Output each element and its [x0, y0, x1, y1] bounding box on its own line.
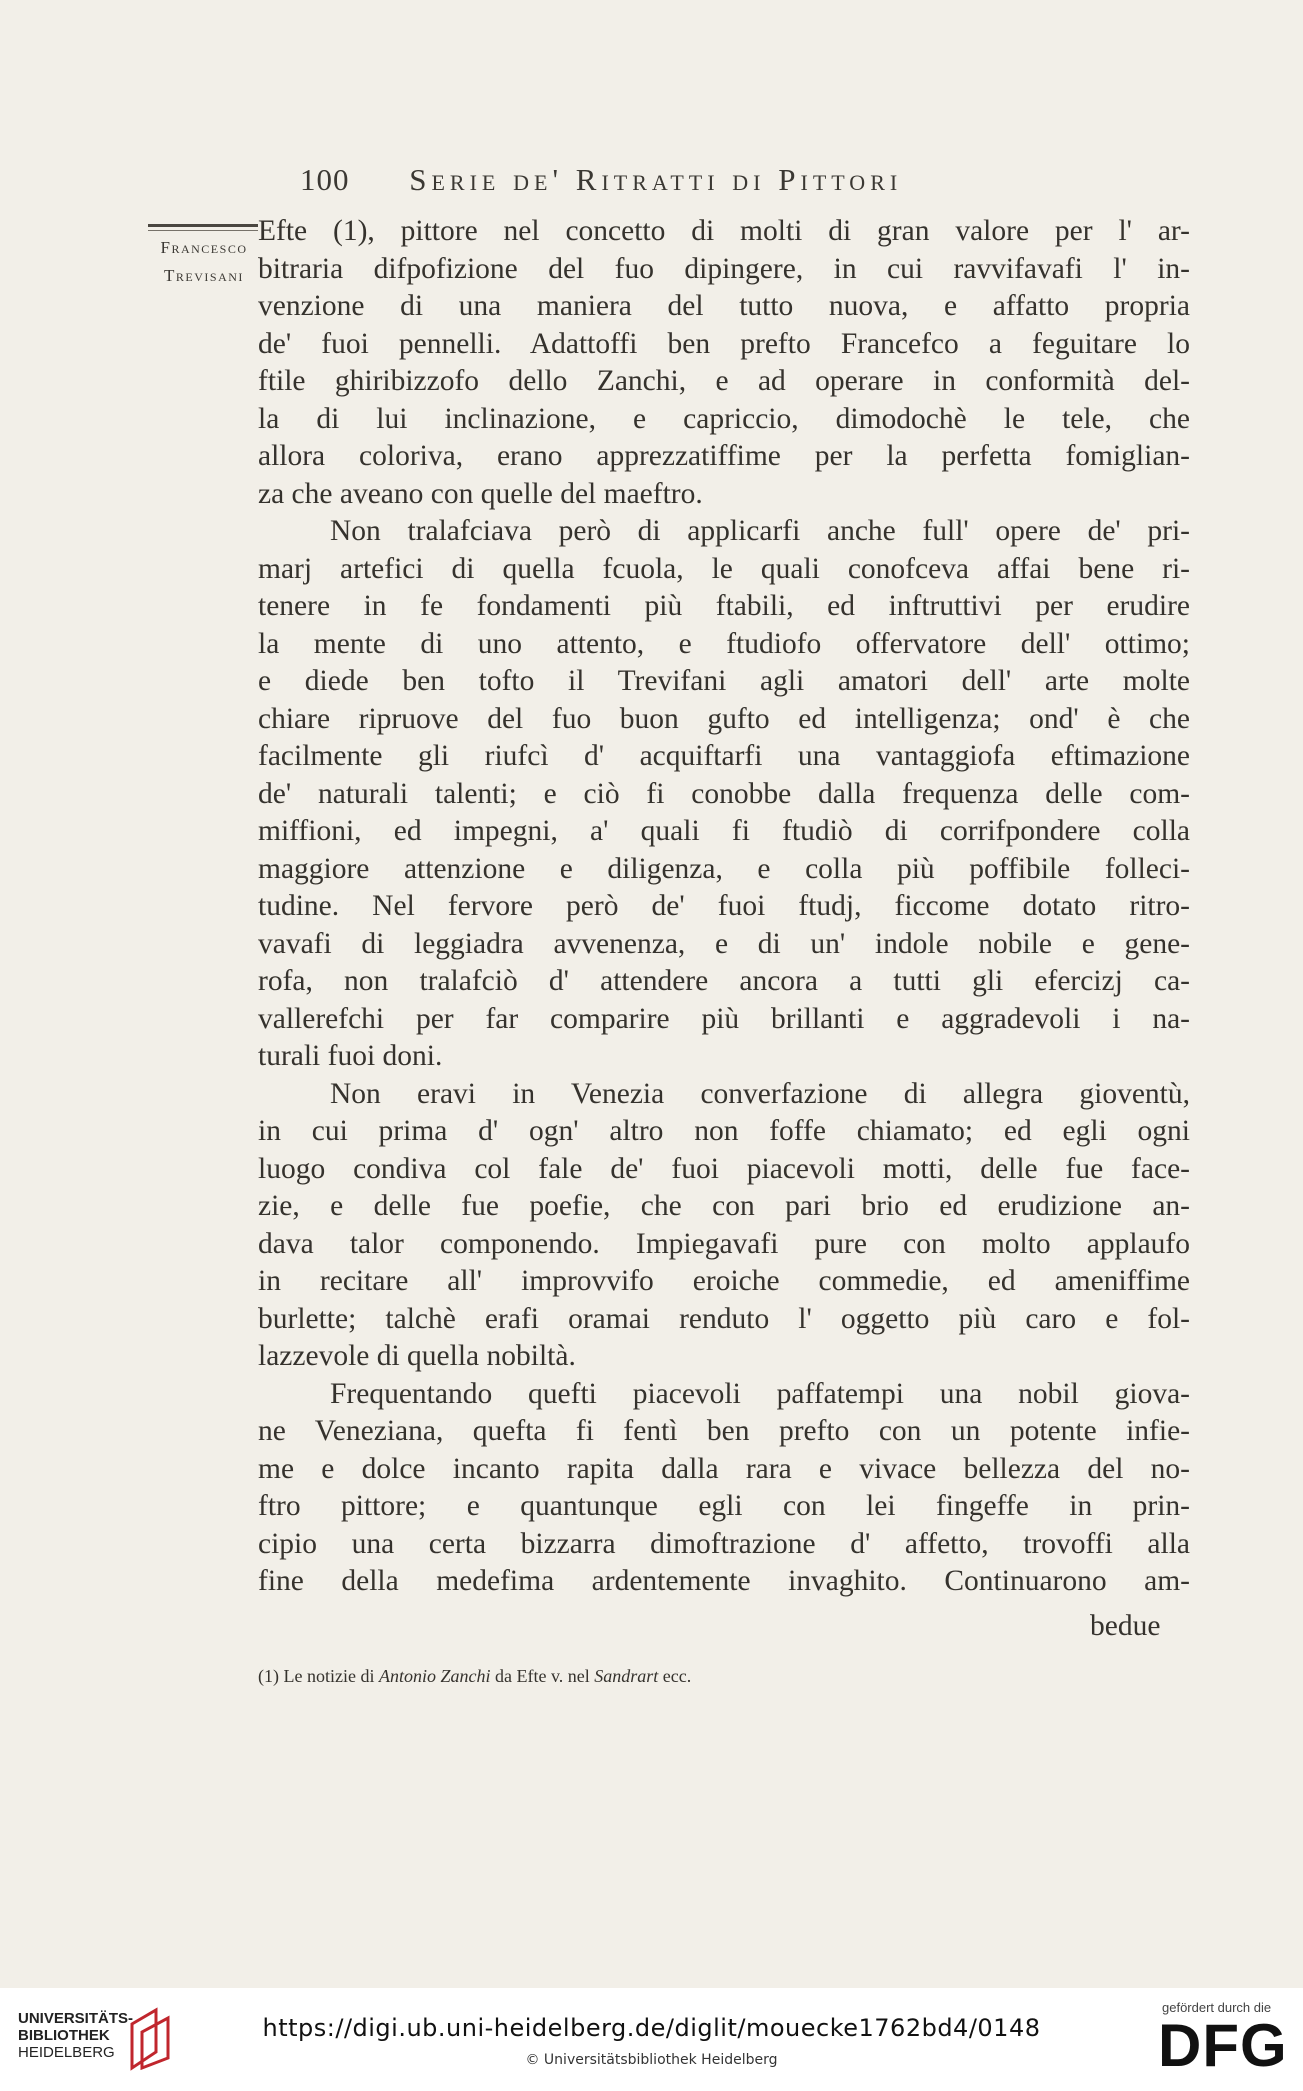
text-line: lazzevole di quella nobiltà. — [258, 1340, 576, 1372]
text-line: ftile ghiribizzofo dello Zanchi, e ad operare in conformità del- — [258, 365, 1190, 397]
footnote-text-a: Le notizie di — [283, 1666, 375, 1686]
body-text — [258, 213, 1190, 1601]
text-line: miffioni, ed impegni, a' quali fi ftudiò di corrifpondere colla — [258, 815, 1190, 847]
text-line: facilmente gli riufcì d' acquiftarfi una vantaggiofa eftimazione — [258, 740, 1190, 772]
text-line: de' fuoi pennelli. Adattoffi ben prefto Francefco a feguitare lo — [258, 327, 1190, 360]
running-header — [300, 162, 902, 198]
library-name-line3: HEIDELBERG — [18, 2044, 115, 2061]
text-line: ftro pittore; e quantunque egli con lei fingeffe in prin- — [258, 1490, 1190, 1522]
text-line: Non tralafciava però di applicarfi anche full' opere de' pri- — [330, 515, 1190, 547]
text-line: me e dolce incanto rapita dalla rara e vivace bellezza del no- — [258, 1452, 1190, 1485]
margin-note-line1: Francesco — [160, 238, 248, 257]
running-title: Serie de' Ritratti di Pittori — [409, 162, 903, 197]
text-line: venzione di una maniera del tutto nuova, e affatto propria — [258, 290, 1190, 322]
permalink-url[interactable]: https://digi.ub.uni-heidelberg.de/diglit/mouecke1762bd4/0148 — [262, 2014, 1041, 2042]
text-line: fine della medefima ardentemente invaghito. Continuarono am- — [258, 1565, 1190, 1597]
text-line: vallerefchi per far comparire più brillanti e aggradevoli i na- — [258, 1002, 1190, 1035]
text-line: burlette; talchè erafi oramai renduto l' oggetto più caro e fol- — [258, 1302, 1190, 1335]
text-line: vavafi di leggiadra avvenenza, e di un' indole nobile e gene- — [258, 927, 1190, 960]
footnote-italic-b: Sandrart — [594, 1666, 659, 1686]
text-line: turali fuoi doni. — [258, 1040, 443, 1072]
footnote — [258, 1666, 691, 1687]
text-line: za che aveano con quelle del maeftro. — [258, 477, 703, 510]
text-line: zie, e delle fue poefie, che con pari brio ed erudizione an- — [258, 1190, 1190, 1222]
copyright-notice: © Universitätsbibliothek Heidelberg — [525, 2052, 778, 2068]
text-line: ne Veneziana, quefta fi fentì ben prefto con un potente infie- — [258, 1415, 1190, 1447]
text-line: maggiore attenzione e diligenza, e colla più poffibile folleci- — [258, 852, 1190, 885]
funder-logo: DFG — [1158, 2012, 1288, 2079]
footnote-marker: (1) — [258, 1666, 279, 1686]
footnote-text-b: da Efte v. nel — [494, 1666, 590, 1686]
funding-note: gefördert durch die — [1162, 2000, 1272, 2015]
text-line: Non eravi in Venezia converfazione di allegra gioventù, — [330, 1077, 1190, 1110]
text-line: la di lui inclinazione, e capriccio, dimodochè le tele, che — [258, 402, 1190, 435]
text-line: Frequentando quefti piacevoli paffatempi una nobil giova- — [330, 1377, 1190, 1410]
text-line: rofa, non tralafciò d' attendere ancora a tutti gli efercizj ca- — [258, 965, 1190, 997]
text-line: cipio una certa bizzarra dimoftrazione d' affetto, trovoffi alla — [258, 1527, 1190, 1560]
library-name-line1: UNIVERSITÄTS- — [18, 2010, 134, 2027]
margin-rule — [148, 224, 258, 227]
catchword: bedue — [1090, 1610, 1161, 1642]
text-line: marj artefici di quella fcuola, le quali conofceva affai bene ri- — [258, 552, 1190, 585]
margin-note-line2: Trevisani — [164, 266, 244, 285]
text-line: tenere in fe fondamenti più ftabili, ed inftruttivi per erudire — [258, 590, 1190, 622]
page-number: 100 — [300, 162, 350, 197]
margin-rule-thin — [148, 230, 258, 231]
text-line: luogo condiva col fale de' fuoi piacevoli motti, delle fue face- — [258, 1152, 1190, 1185]
text-line: in recitare all' improvvifo eroiche commedie, ed ameniffime — [258, 1265, 1190, 1297]
text-line: dava talor componendo. Impiegavafi pure con molto applaufo — [258, 1227, 1190, 1260]
viewer-footer — [0, 1988, 1303, 2091]
footnote-italic-a: Antonio Zanchi — [378, 1666, 491, 1686]
text-line: allora coloriva, erano apprezzatiffime per la perfetta fomiglian- — [258, 440, 1190, 472]
text-line: tudine. Nel fervore però de' fuoi ftudj, ficcome dotato ritro- — [258, 890, 1190, 922]
text-line: in cui prima d' ogn' altro non foffe chiamato; ed egli ogni — [258, 1115, 1190, 1147]
text-line: chiare ripruove del fuo buon gufto ed intelligenza; ond' è che — [258, 702, 1190, 735]
text-line: e diede ben tofto il Trevifani agli amatori dell' arte molte — [258, 665, 1190, 697]
text-line: la mente di uno attento, e ftudiofo offervatore dell' ottimo; — [258, 627, 1190, 660]
text-line: Efte (1), pittore nel concetto di molti di gran valore per l' ar- — [258, 215, 1190, 247]
footnote-text-c: ecc. — [662, 1666, 692, 1686]
library-name-line2: BIBLIOTHEK — [18, 2027, 110, 2044]
text-line: bitraria difpofizione del fuo dipingere, in cui ravvifavafi l' in- — [258, 252, 1190, 285]
text-line: de' naturali talenti; e ciò fi conobbe dalla frequenza delle com- — [258, 777, 1190, 810]
